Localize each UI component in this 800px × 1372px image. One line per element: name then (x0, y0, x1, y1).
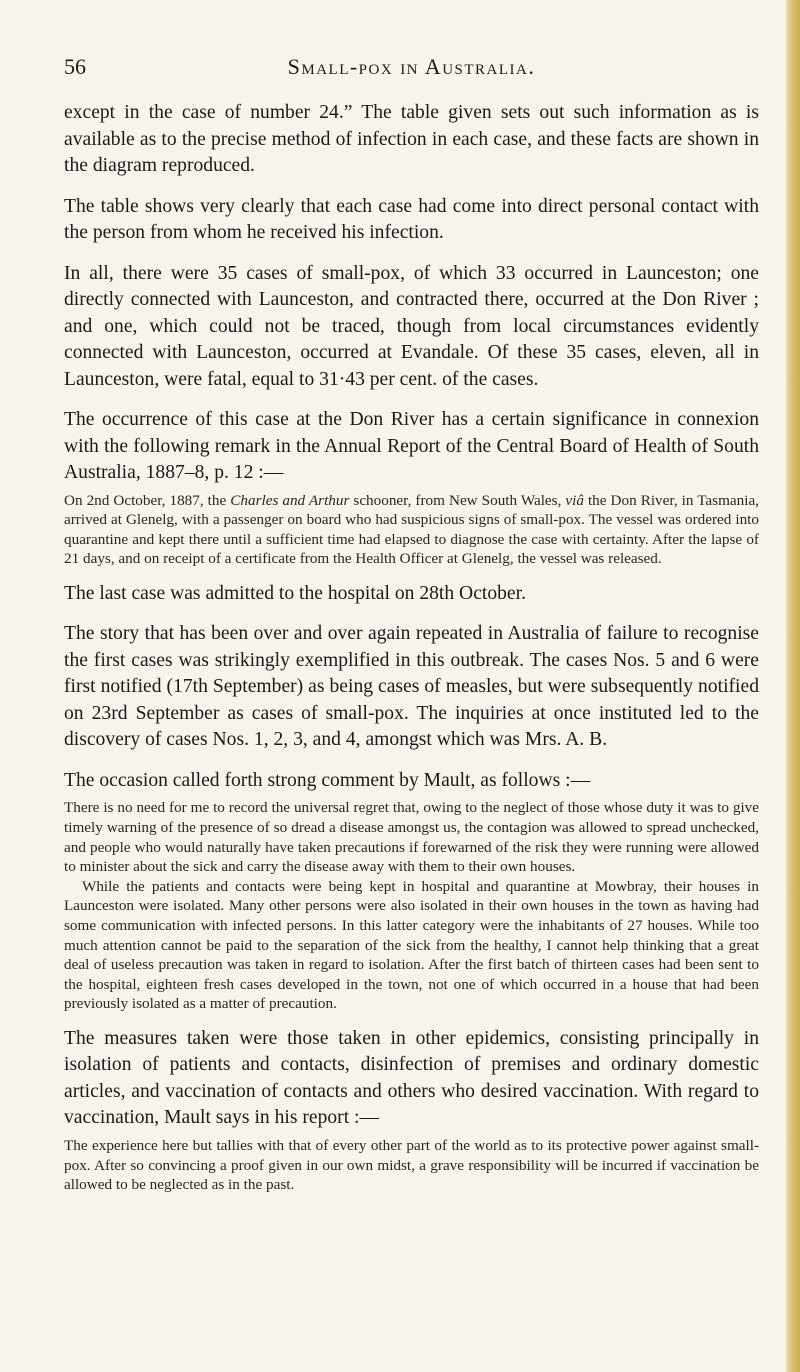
quote-1-mid: schooner, from New South Wales, (349, 491, 566, 509)
running-title: Small-pox in Australia. (287, 54, 536, 79)
page-gilt-edge (786, 0, 800, 1372)
paragraph-4: The occurrence of this case at the Don River has a certain significance in connexion with the following remark in the Annual Report of the Central Board of Health of South Australia, 1887–8, p. 12 :— (64, 409, 759, 483)
paragraph-1: except in the case of number 24.” The table given sets out such information as is available as to the precise method of infection in each case, and these facts are shown in the diagram reproduced. (64, 102, 759, 176)
ship-name: Charles and Arthur (230, 491, 350, 509)
quote-1-after: the Don River, in Tasmania, arrived at Glenelg, with a passenger on board who had suspicious signs of small-pox. The vessel was ordered into quarantine and kept there until a sufficient time had elapsed to diagnose the case with certainty. After the lapse of 21 days, and on receipt of a certificate from the Health Officer at Glenelg, the vessel was released. (64, 491, 759, 568)
paragraph-3: In all, there were 35 cases of small-pox, of which 33 occurred in Launceston; one directly connected with Launceston, and contracted there, occurred at the Don River ; and one, which could not be traced, though from local circumstances evidently connected with Launceston, occurred at Evandale. Of these 35 cases, eleven, all in Launceston, were fatal, equal to 31·43 per cent. of the cases. (64, 262, 759, 390)
quote-1-before: On 2nd October, 1887, the (64, 491, 231, 509)
quote-mault-vaccination (64, 1136, 759, 1195)
paragraph-7: The occasion called forth strong comment by Mault, as follows :— (64, 769, 591, 791)
quote-3: While the patients and contacts were being kept in hospital and quarantine at Mowbray, their houses in Launceston were isolated. Many other persons were also isolated in their own houses in the town as having had some communication with infected persons. In this latter category were the inhabitants of 27 houses. While too much attention cannot be paid to the separation of the sick from the healthy, I cannot help thinking that a great deal of useless precaution was taken in regard to isolation. After the first batch of thirteen cases had been sent to the hospital, eighteen fresh cases developed in the town, not one of which occurred in a house that had been previously isolated as a matter of precaution. (64, 877, 759, 1013)
quote-2: There is no need for me to record the universal regret that, owing to the neglect of those whose duty it was to give timely warning of the presence of so dread a disease amongst us, the contagion was allowed to spread unchecked, and people who would naturally have taken precautions if forewarned of the risk they were running were allowed to minister about the sick and carry the disease away with them to their own houses. (64, 799, 759, 876)
quote-1 (64, 491, 759, 569)
page-number: 56 (64, 54, 86, 79)
book-page (64, 54, 759, 1207)
quote-mault-comment (64, 798, 759, 1014)
page-header (64, 54, 759, 88)
quote-4: The experience here but tallies with that of every other part of the world as to its protective power against small-pox. After so convincing a proof given in our own midst, a grave responsibility will be incurred if vaccination be allowed to be neglected as in the past. (64, 1136, 759, 1194)
via-word: viâ (565, 491, 584, 509)
paragraph-5: The last case was admitted to the hospital on 28th October. (64, 582, 526, 604)
paragraph-2: The table shows very clearly that each case had come into direct personal contact with the person from whom he received his infection. (64, 195, 759, 243)
paragraph-8: The measures taken were those taken in other epidemics, consisting principally in isolation of patients and contacts, disinfection of premises and ordinary domestic articles, and vaccination of contacts and others who desired vaccination. With regard to vaccination, Mault says in his report :— (64, 1027, 759, 1129)
quote-central-board (64, 491, 759, 569)
paragraph-6: The story that has been over and over again repeated in Australia of failure to recognise the first cases was strikingly exemplified in this outbreak. The cases Nos. 5 and 6 were first notified (17th September) as being cases of measles, but were subsequently notified on 23rd September as cases of small-pox. The inquiries at once instituted led to the discovery of cases Nos. 1, 2, 3, and 4, amongst which was Mrs. A. B. (64, 623, 759, 751)
